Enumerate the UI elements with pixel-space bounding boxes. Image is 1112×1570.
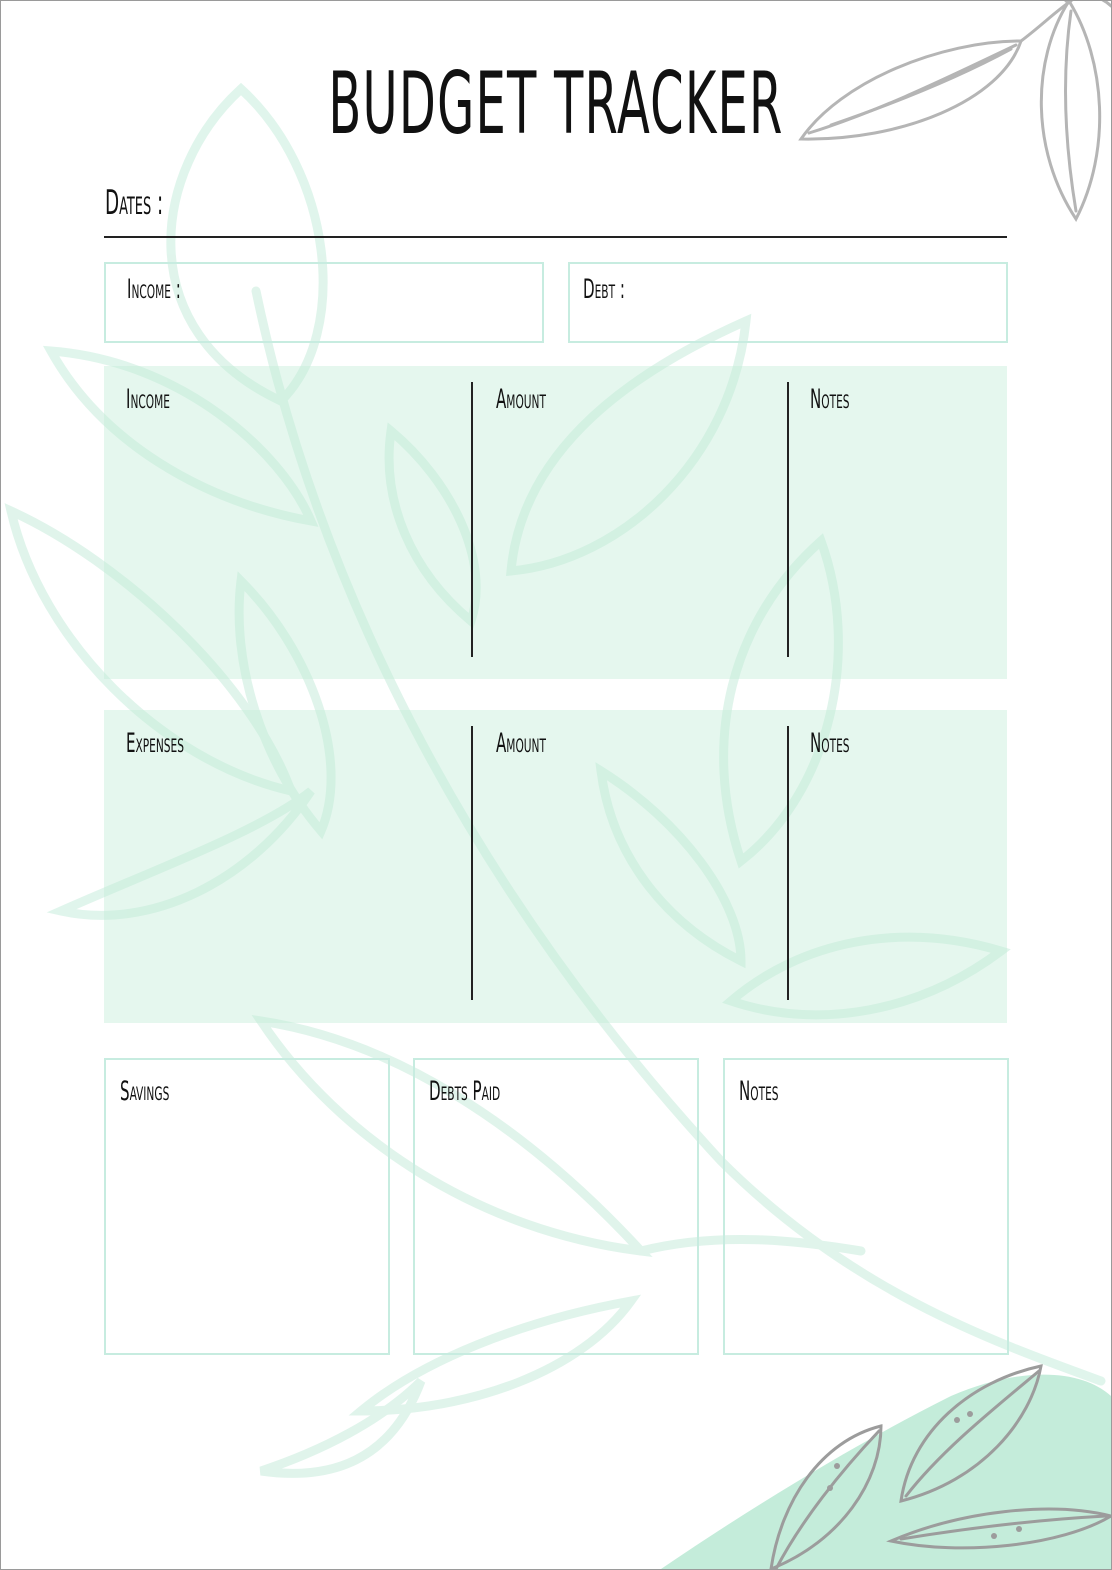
page-title: BUDGET TRACKER: [328, 54, 784, 154]
column-divider: [787, 726, 789, 1000]
debts-paid-label: Debts Paid: [429, 1076, 501, 1107]
savings-label: Savings: [120, 1076, 170, 1107]
expenses-notes-column-header: Notes: [810, 728, 850, 759]
column-divider: [471, 726, 473, 1000]
column-divider: [471, 382, 473, 657]
income-notes-column-header: Notes: [810, 384, 850, 415]
notes-label: Notes: [739, 1076, 779, 1107]
income-summary-box[interactable]: [104, 262, 544, 343]
income-column-header: Income: [126, 384, 170, 415]
income-amount-column-header: Amount: [496, 384, 546, 415]
notes-box[interactable]: [723, 1058, 1009, 1355]
column-divider: [787, 382, 789, 657]
debt-summary-label: Debt :: [583, 274, 625, 305]
dates-label: Dates :: [105, 183, 164, 223]
debt-summary-box[interactable]: [568, 262, 1008, 343]
income-summary-label: Income :: [127, 274, 181, 305]
debts-paid-box[interactable]: [413, 1058, 699, 1355]
savings-box[interactable]: [104, 1058, 390, 1355]
income-table[interactable]: [104, 366, 1007, 679]
dates-line[interactable]: [104, 236, 1007, 238]
expenses-amount-column-header: Amount: [496, 728, 546, 759]
expenses-table[interactable]: [104, 710, 1007, 1023]
expenses-column-header: Expenses: [126, 728, 184, 759]
